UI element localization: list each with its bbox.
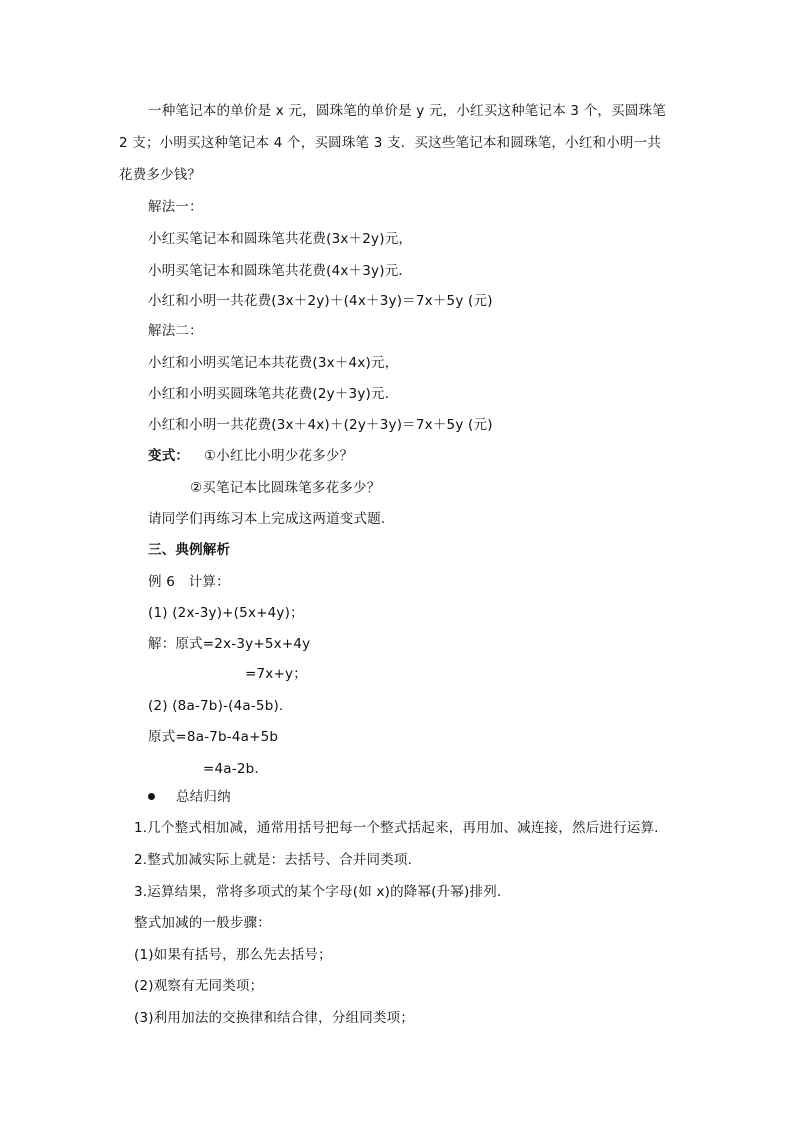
method1-step-1: 小红买笔记本和圆珠笔共花费(3x＋2y)元， (148, 231, 413, 247)
method2-step-2: 小红和小明买圆珠笔共花费(2y＋3y)元． (148, 386, 399, 402)
variation-question-2: ②买笔记本比圆珠笔多花多少？ (190, 480, 381, 496)
problem-line-3: 花费多少钱？ (119, 167, 202, 183)
method2-title: 解法二： (148, 323, 203, 339)
method1-title: 解法一： (148, 199, 203, 215)
problem-line-1: 一种笔记本的单价是 x 元，圆珠笔的单价是 y 元，小红买这种笔记本 3 个，买圆珠笔 (148, 103, 666, 119)
example-part1-solution-2: =7x+y； (245, 666, 307, 682)
variation-question-1: ①小红比小明少花多少？ (204, 448, 354, 464)
summary-point-2: 2.整式加减实际上就是：去括号、合并同类项. (134, 852, 413, 868)
example-part1-expression: (1) (2x-3y)+(5x+4y)； (148, 605, 304, 621)
summary-steps-title: 整式加减的一般步骤： (134, 915, 271, 931)
bullet-icon (148, 793, 155, 800)
variation-note: 请同学们再练习本上完成这两道变式题. (148, 511, 386, 527)
example-part1-solution-1: 解：原式=2x-3y+5x+4y (148, 636, 311, 652)
summary-point-3: 3.运算结果，常将多项式的某个字母(如 x)的降幂(升幂)排列. (134, 884, 502, 900)
method1-step-3: 小红和小明一共花费(3x＋2y)＋(4x＋3y)＝7x＋5y (元) (148, 293, 493, 309)
example-part2-expression: (2) (8a-7b)-(4a-5b). (148, 698, 284, 714)
example-part2-solution-1: 原式=8a-7b-4a+5b (148, 729, 279, 745)
example-part2-solution-2: =4a-2b. (203, 761, 259, 777)
method2-step-1: 小红和小明买笔记本共花费(3x＋4x)元， (148, 355, 399, 371)
section-title: 三、典例解析 (148, 542, 231, 558)
example-title: 例 6 计算： (148, 574, 230, 590)
summary-step-1: (1)如果有括号，那么先去括号； (134, 947, 332, 963)
summary-title: 总结归纳 (176, 789, 231, 805)
summary-step-3: (3)利用加法的交换律和结合律，分组同类项； (134, 1010, 415, 1026)
method1-step-2: 小明买笔记本和圆珠笔共花费(4x＋3y)元． (148, 263, 413, 279)
variation-label: 变式： (148, 448, 190, 464)
summary-point-1: 1.几个整式相加减，通常用括号把每一个整式括起来，再用加、减连接，然后进行运算. (134, 820, 659, 836)
method2-step-3: 小红和小明一共花费(3x＋4x)＋(2y＋3y)＝7x＋5y (元) (148, 417, 493, 433)
summary-step-2: (2)观察有无同类项； (134, 978, 264, 994)
problem-line-2: 2 支；小明买这种笔记本 4 个，买圆珠笔 3 支．买这些笔记本和圆珠笔，小红和小明一共 (119, 135, 662, 151)
